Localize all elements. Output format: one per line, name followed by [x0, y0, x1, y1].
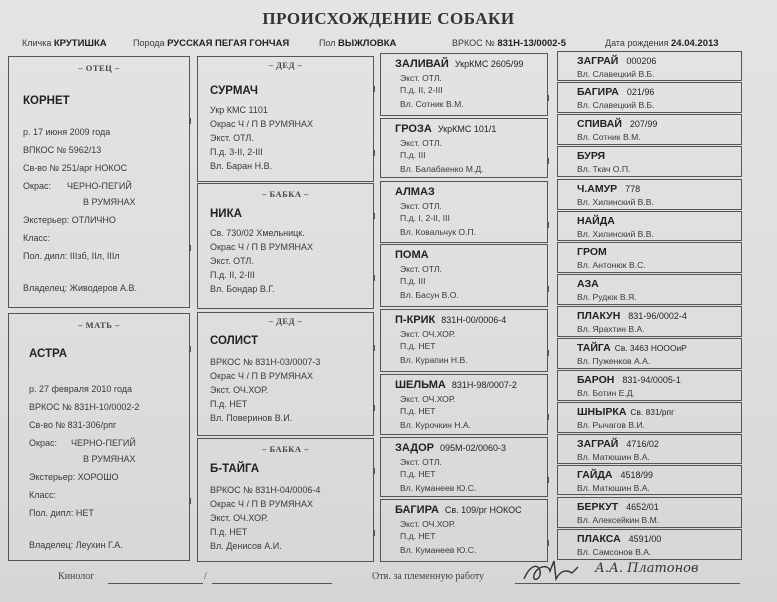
dam-certificate: Св-во № 831-306/рпг — [29, 420, 117, 430]
gen4-ancestor-4: БУРЯ Вл. Ткач О.П. — [557, 146, 742, 177]
gen4-ancestor-11: БАРОН 831-94/0005-1 Вл. Ботин Е.Д. — [557, 370, 742, 401]
sire-owner: Владелец: Живодеров А.В. — [23, 283, 138, 293]
gen4-ancestor-9: ПЛАКУН 831-96/0002-4 Вл. Ярахтин В.А. — [557, 306, 742, 337]
grandsire-paternal-box: – ДЕД – СУРМАЧ Укр КМС 1101 Окрас Ч / П В РУМЯНАХ Экст. ОТЛ. П.д. 3-II, 2-III Вл. Баран Н.В. — [197, 56, 374, 182]
breed-field: Порода РУССКАЯ ПЕГАЯ ГОНЧАЯ — [133, 38, 290, 49]
sex-field: Пол ВЫЖЛОВКА — [319, 38, 397, 49]
sire-class: Класс: — [23, 233, 50, 243]
breed-value: РУССКАЯ ПЕГАЯ ГОНЧАЯ — [167, 38, 290, 49]
gen3-ancestor-7: ЗАДОР 095М-02/0060-3 Экст. ОТЛ. П.д. НЕТ Вл. Куманеев Ю.С. — [380, 437, 548, 497]
gen3-ancestor-1: ЗАЛИВАЙ УкрКМС 2605/99 Экст. ОТЛ. П.д. II, 2-III Вл. Сотник В.М. — [380, 53, 548, 116]
connector-tick — [548, 286, 557, 292]
sire-registry: ВПКОС № 5962/13 — [23, 145, 102, 155]
sire-color-1: ЧЕРНО-ПЕГИЙ — [67, 181, 132, 191]
connector-tick — [548, 222, 557, 228]
gen3-ancestor-4: ПОМА Экст. ОТЛ. П.д. III Вл. Басун В.О. — [380, 244, 548, 307]
connector-tick — [190, 245, 199, 251]
dam-owner: Владелец: Леухин Г.А. — [29, 540, 123, 550]
dam-color-label: Окрас: — [29, 438, 57, 448]
sire-box — [8, 56, 190, 308]
dam-section-label: – МАТЬ – — [78, 320, 120, 330]
connector-tick — [548, 540, 557, 546]
gen4-ancestor-1: ЗАГРАЙ 000206 Вл. Славецкий В.Б. — [557, 51, 742, 81]
granddam-paternal-name: НИКА — [210, 208, 242, 220]
kinolog-slash: / — [204, 571, 207, 582]
sire-diplomas: Пол. дипл: IIIзб, IIл, IIIл — [23, 251, 120, 261]
birth-value: 24.04.2013 — [671, 38, 719, 49]
gen4-ancestor-12: ШНЫРКА Св. 831/рпг Вл. Рычагов В.И. — [557, 402, 742, 433]
gen3-ancestor-5: П-КРИК 831Н-00/0006-4 Экст. ОЧ.ХОР. П.д. НЕТ Вл. Курапин Н.В. — [380, 309, 548, 372]
connector-tick — [374, 468, 383, 474]
sex-value: ВЫЖЛОВКА — [338, 38, 397, 49]
gen4-ancestor-16: ПЛАКСА 4591/00 Вл. Самсонов В.А. — [557, 529, 742, 560]
connector-tick — [374, 275, 383, 281]
dam-name: АСТРА — [29, 348, 68, 360]
connector-tick — [374, 345, 383, 351]
nickname-value: КРУТИШКА — [53, 38, 107, 49]
signature-name: А.А. Платонов — [595, 561, 699, 576]
gen3-ancestor-6: ШЕЛЬМА 831Н-98/0007-2 Экст. ОЧ.ХОР. П.д. НЕТ Вл. Курочкин Н.А. — [380, 374, 548, 435]
gen4-ancestor-5: Ч.АМУР 778 Вл. Хилинский В.В. — [557, 179, 742, 210]
sire-exterior: Экстерьер: ОТЛИЧНО — [23, 215, 116, 225]
gen4-ancestor-15: БЕРКУТ 4652/01 Вл. Алексейкин В.М. — [557, 497, 742, 528]
sire-color-label: Окрас: — [23, 181, 51, 191]
dam-birth: р. 27 февраля 2010 года — [29, 384, 133, 394]
gen4-ancestor-3: СПИВАЙ 207/99 Вл. Сотник В.М. — [557, 114, 742, 145]
connector-tick — [374, 86, 383, 92]
connector-tick — [374, 405, 383, 411]
gen4-ancestor-6: НАЙДА Вл. Хилинский В.В. — [557, 211, 742, 241]
gen4-ancestor-7: ГРОМ Вл. Антонюк В.С. — [557, 242, 742, 273]
sire-color-2: В РУМЯНАХ — [83, 197, 136, 207]
grandsire-maternal-section: – ДЕД – — [268, 316, 303, 326]
granddam-paternal-section: – БАБКА – — [262, 189, 309, 199]
sire-certificate: Св-во № 251/арг НОКОС — [23, 163, 128, 173]
gen4-ancestor-14: ГАЙДА 4518/99 Вл. Матюшин В.А. — [557, 465, 742, 495]
sire-section-label: – ОТЕЦ – — [78, 63, 120, 73]
gen3-ancestor-2: ГРОЗА УкрКМС 101/1 Экст. ОТЛ. П.д. III Вл. Балабаенко М.Д. — [380, 118, 548, 178]
granddam-maternal-section: – БАБКА – — [262, 444, 309, 454]
connector-tick — [374, 530, 383, 536]
connector-tick — [374, 150, 383, 156]
connector-tick — [548, 95, 557, 101]
granddam-maternal-box: – БАБКА – Б-ТАЙГА ВРКОС № 831Н-04/0006-4 Окрас Ч / П В РУМЯНАХ Экст. ОЧ.ХОР. П.д. НЕТ Вл. Денисов А.И. — [197, 438, 374, 562]
kinolog-label: Кинолог — [58, 571, 95, 582]
grandsire-paternal-name: СУРМАЧ — [210, 85, 258, 97]
sire-birth: р. 17 июня 2009 года — [23, 127, 111, 137]
sire-name: КОРНЕТ — [23, 95, 70, 107]
dam-box — [8, 313, 190, 561]
gen4-ancestor-8: АЗА Вл. Рудюк В.Я. — [557, 274, 742, 305]
granddam-maternal-name: Б-ТАЙГА — [210, 463, 260, 475]
registry-field: ВРКОС № 831Н-13/0002-5 — [452, 38, 566, 49]
connector-tick — [548, 477, 557, 483]
connector-tick — [548, 350, 557, 356]
dam-class: Класс: — [29, 490, 56, 500]
kinolog-line — [108, 583, 203, 584]
grandsire-maternal-name: СОЛИСТ — [210, 335, 259, 347]
dam-registry: ВРКОС № 831Н-10/0002-2 — [29, 402, 140, 412]
responsible-label: Отв. за племенную работу — [372, 571, 485, 582]
connector-tick — [374, 213, 383, 219]
birth-field: Дата рождения 24.04.2013 — [605, 38, 719, 49]
dam-exterior: Экстерьер: ХОРОШО — [29, 472, 119, 482]
gen4-ancestor-10: ТАЙГА Св. 3463 НОООиР Вл. Пуженков А.А. — [557, 338, 742, 369]
nickname-field: Кличка КРУТИШКА — [22, 38, 107, 49]
grandsire-maternal-box: – ДЕД – СОЛИСТ ВРКОС № 831Н-03/0007-3 Окрас Ч / П В РУМЯНАХ Экст. ОЧ.ХОР. П.д. НЕТ Вл. Поверинов В.И. — [197, 312, 374, 436]
connector-tick — [548, 158, 557, 164]
dam-color-1: ЧЕРНО-ПЕГИЙ — [71, 438, 136, 448]
signature-icon — [520, 557, 582, 587]
registry-value: 831Н-13/0002-5 — [497, 38, 566, 49]
document-title: ПРОИСХОЖДЕНИЕ СОБАКИ — [262, 9, 515, 28]
connector-tick — [190, 346, 199, 352]
kinolog-name-line — [212, 583, 332, 584]
connector-tick — [190, 498, 199, 504]
connector-tick — [548, 414, 557, 420]
dam-diplomas: Пол. дипл: НЕТ — [29, 508, 94, 518]
connector-tick — [190, 118, 199, 124]
dam-color-2: В РУМЯНАХ — [83, 454, 136, 464]
gen3-ancestor-3: АЛМАЗ Экст. ОТЛ. П.д. I, 2-II, III Вл. Ковальчук О.П. — [380, 181, 548, 243]
grandsire-paternal-section: – ДЕД – — [268, 60, 303, 70]
granddam-paternal-box: – БАБКА – НИКА Св. 730/02 Хмельницк. Окрас Ч / П В РУМЯНАХ Экст. ОТЛ. П.д. II, 2-III Вл. Бондар В.Г. — [197, 183, 374, 309]
gen4-ancestor-2: БАГИРА 021/96 Вл. Славецкий В.Б. — [557, 82, 742, 113]
gen3-ancestor-8: БАГИРА Св. 109/рг НОКОС Экст. ОЧ.ХОР. П.д. НЕТ Вл. Куманеев Ю.С. — [380, 499, 548, 562]
gen4-ancestor-13: ЗАГРАЙ 4716/02 Вл. Матюшин В.А. — [557, 434, 742, 464]
